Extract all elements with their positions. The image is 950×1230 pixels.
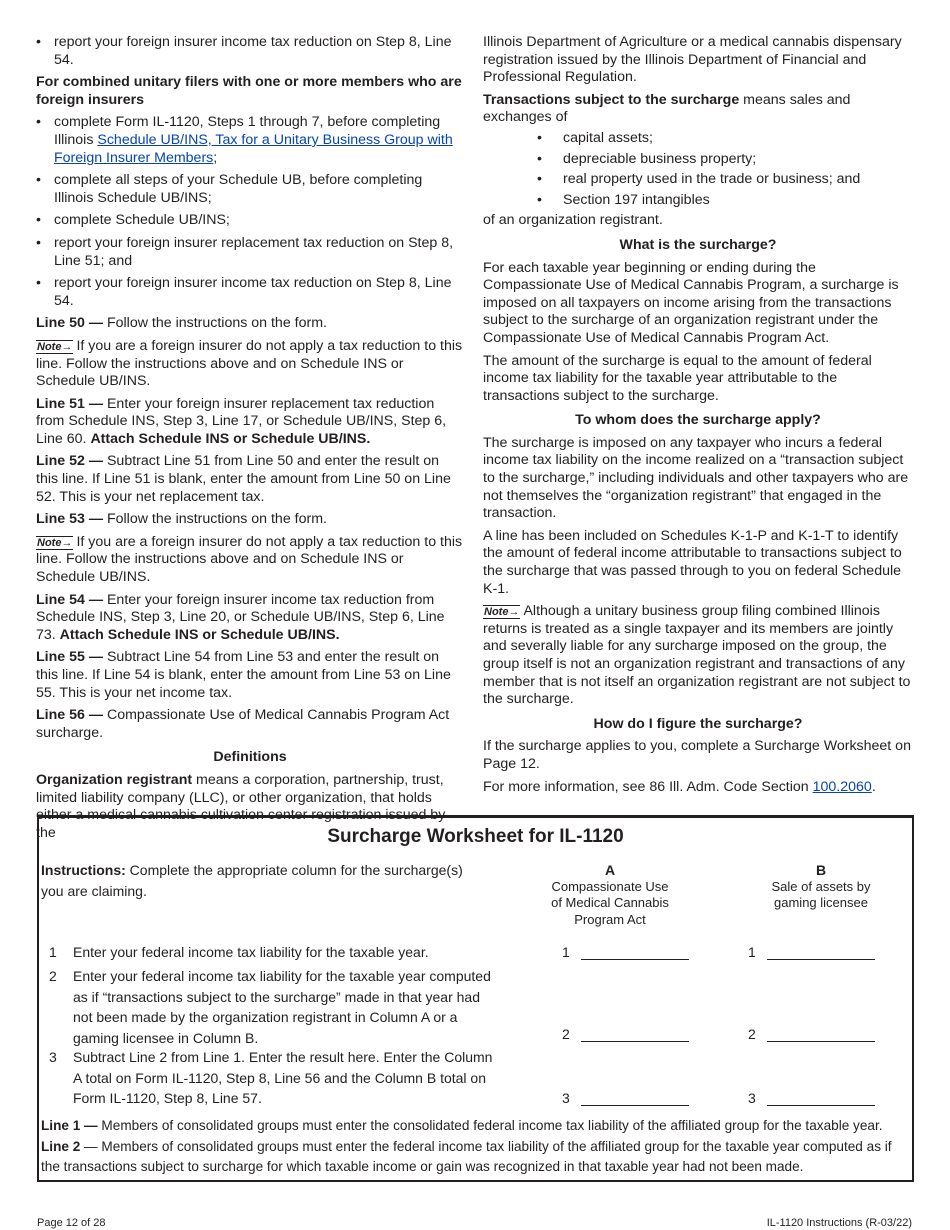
text-run: Line 56 — <box>36 707 104 724</box>
page-number: Page 12 of 28 <box>37 1217 106 1229</box>
section-heading <box>483 412 913 430</box>
text-run: To whom does the surcharge apply? <box>575 412 821 429</box>
text-run: Subtract Line 51 from Line 50 and enter the result on this line. If Line 51 is blank, enter the amount from Line 50 on Line 52. This is your net replacement tax. <box>36 453 451 505</box>
bullet-item <box>483 171 913 189</box>
paragraph <box>483 738 913 773</box>
text-run: of an organization registrant. <box>483 212 663 229</box>
line-a-number: 2 <box>562 1026 570 1042</box>
instructions-label: Instructions: <box>41 862 126 878</box>
line-a-number: 1 <box>562 944 570 960</box>
text-run: Attach Schedule INS or Schedule UB/INS. <box>59 626 340 643</box>
text-run: Follow the instructions on the form. <box>103 315 327 332</box>
note-paragraph <box>36 534 464 587</box>
paragraph <box>36 707 464 742</box>
text-run: Illinois Department of Agriculture or a medical cannabis dispensary registration issued by the Illinois Department of Financial and Professional Regulation. <box>483 34 902 86</box>
text-run: complete Schedule UB/INS; <box>54 212 230 229</box>
line-number: 1 <box>49 944 57 960</box>
line-number: 2 <box>49 968 57 984</box>
text-run: Enter your foreign insurer replacement tax reduction from Schedule INS, Step 3, Line 17, or Schedule UB/INS, Step 6, Line 60. <box>36 395 447 447</box>
line-2-column-a-field[interactable] <box>581 1026 689 1042</box>
section-heading <box>483 716 913 734</box>
bullet-item <box>36 34 464 69</box>
text-run: Enter your foreign insurer income tax reduction from Schedule INS, Step 3, Line 20, or Schedule UB/INS, Step 6, Line 73. <box>36 591 445 643</box>
paragraph <box>36 396 464 449</box>
bullet-item <box>36 114 464 167</box>
paragraph <box>36 511 464 529</box>
line-b-number: 1 <box>748 944 756 960</box>
paragraph <box>36 453 464 506</box>
section-heading <box>36 749 464 767</box>
worksheet-title: Surcharge Worksheet for IL-1120 <box>327 826 624 847</box>
text-run: Line 51 — <box>36 395 104 412</box>
bullet-item <box>483 192 913 210</box>
line-2-column-b-field[interactable] <box>767 1026 875 1042</box>
line-1-column-a-field[interactable] <box>581 944 689 960</box>
text-run: For combined unitary filers with one or more members who are foreign insurers <box>36 74 462 108</box>
line-number: 3 <box>49 1049 57 1065</box>
reference-link[interactable]: 100.2060 <box>812 778 872 795</box>
paragraph <box>483 779 913 797</box>
column-b-letter: B <box>815 862 827 878</box>
text-run: report your foreign insurer income tax reduction on Step 8, Line 54. <box>54 275 452 309</box>
right-column <box>483 34 913 801</box>
note-2-label: Line 2 <box>41 1138 81 1154</box>
text-run: For each taxable year beginning or ending during the Compassionate Use of Medical Cannabis Program, a surcharge is imposed on all taxpayers on income arising from the transactions subject to the surcharge of an organization registrant under the Compassionate Use of Medical Cannabis Program Act. <box>483 259 899 346</box>
text-run: capital assets; <box>563 129 653 146</box>
line-text: Subtract Line 2 from Line 1. Enter the result here. Enter the Column A total on Form IL-1120, Step 8, Line 56 and the Column B total on Form IL-1120, Step 8, Line 57. <box>73 1049 493 1106</box>
reference-link[interactable]: Schedule UB/INS, Tax for a Unitary Business Group with Foreign Insurer Members <box>54 131 453 166</box>
line-3-column-a-field[interactable] <box>581 1090 689 1106</box>
text-run: If the surcharge applies to you, complete a Surcharge Worksheet on Page 12. <box>483 738 911 772</box>
worksheet-instructions <box>41 860 481 901</box>
text-run: Line 52 — <box>36 453 104 470</box>
paragraph <box>483 92 913 127</box>
text-run: If you are a foreign insurer do not apply a tax reduction to this line. Follow the instructions above and on Schedule INS or Schedule UB/INS. <box>36 337 463 390</box>
note-paragraph <box>36 338 464 391</box>
note-1-text: Members of consolidated groups must enter the consolidated federal income tax liability of the affiliated group for the taxable year. <box>97 1118 883 1133</box>
text-run: report your foreign insurer replacement tax reduction on Step 8, Line 51; and <box>54 234 454 269</box>
bullet-item <box>36 275 464 310</box>
text-run: A line has been included on Schedules K-1-P and K-1-T to identify the amount of federal income attributable to transactions subject to the surcharge that was passed through to you on federal Schedule K-1. <box>483 527 902 597</box>
form-revision: IL-1120 Instructions (R-03/22) <box>766 1217 912 1229</box>
column-a-desc: Compassionate Use of Medical Cannabis Program Act <box>551 878 669 927</box>
column-b-desc: Sale of assets by gaming licensee <box>771 878 871 910</box>
text-run: complete Form IL-1120, Steps 1 through 7, before completing Illinois <box>54 114 441 148</box>
text-run: Although a unitary business group filing combined Illinois returns is treated as a single taxpayer and its members are jointly and severally liable for any surcharge imposed on the group, the group itself is not an organization registrant and transactions of any member that is not itself an organization registrant are not subject to the surcharge. <box>483 603 911 708</box>
paragraph <box>36 74 464 109</box>
surcharge-worksheet <box>37 815 914 1182</box>
bullet-item <box>483 130 913 148</box>
paragraph <box>483 353 913 406</box>
text-run: means sales and exchanges of <box>483 91 851 126</box>
text-run: Definitions <box>213 749 287 766</box>
note-paragraph <box>483 603 913 709</box>
text-run: Line 54 — <box>36 591 104 608</box>
paragraph <box>483 212 913 230</box>
bullet-item <box>36 235 464 270</box>
text-run: The surcharge is imposed on any taxpayer who incurs a federal income tax liability on the income realized on a “transaction subject to the surcharge,” including individuals and other taxpayers who are not themselves the “organization registrant” that engaged in the transaction. <box>483 434 909 522</box>
text-run: Transactions subject to the surcharge <box>483 91 740 108</box>
text-run: Compassionate Use of Medical Cannabis Program Act surcharge. <box>36 707 450 741</box>
line-3-column-b-field[interactable] <box>767 1090 875 1106</box>
text-run: Section 197 intangibles <box>563 191 710 208</box>
column-a-letter: A <box>604 862 616 878</box>
note-arrow-icon: Note→ <box>37 536 73 549</box>
line-a-number: 3 <box>562 1090 570 1106</box>
line-text: Enter your federal income tax liability for the taxable year computed as if “transactions subject to the surcharge” made in that year had not been made by the organization registrant in Column A or a gaming licensee in Column B. <box>73 968 491 1046</box>
text-run: How do I figure the surcharge? <box>593 715 803 732</box>
note-label: Note <box>37 536 62 549</box>
text-run: Line 53 — <box>36 511 104 528</box>
column-b-header <box>731 862 911 912</box>
line-b-number: 3 <box>748 1090 756 1106</box>
section-heading <box>483 237 913 255</box>
left-column <box>36 34 464 847</box>
paragraph <box>36 649 464 702</box>
paragraph <box>483 34 913 87</box>
text-run: means a corporation, partnership, trust, limited liability company (LLC), or other organization, that holds either a medical cannabis cultivation center registration issued by the <box>36 771 446 841</box>
text-run: depreciable business property; <box>563 150 757 167</box>
text-run: ; <box>213 149 218 166</box>
paragraph <box>483 260 913 348</box>
line-1-column-b-field[interactable] <box>767 944 875 960</box>
paragraph <box>36 315 464 333</box>
bullet-item <box>36 172 464 207</box>
line-b-number: 2 <box>748 1026 756 1042</box>
bullet-item <box>36 212 464 230</box>
paragraph <box>483 528 913 598</box>
text-run: Line 50 — <box>36 315 104 332</box>
text-run: Line 55 — <box>36 649 104 666</box>
text-run: Subtract Line 54 from Line 53 and enter the result on this line. If Line 54 is blank, enter the amount from Line 53 on Line 55. This is your net income tax. <box>36 649 451 701</box>
line-text: Enter your federal income tax liability for the taxable year. <box>73 944 429 960</box>
text-run: If you are a foreign insurer do not apply a tax reduction to this line. Follow the instructions above and on Schedule INS or Schedule UB/INS. <box>36 533 463 586</box>
worksheet-notes <box>41 1116 909 1178</box>
text-run: report your foreign insurer income tax reduction on Step 8, Line 54. <box>54 34 452 68</box>
text-run: real property used in the trade or business; and <box>563 171 861 188</box>
text-run: Attach Schedule INS or Schedule UB/INS. <box>90 430 371 447</box>
note-2-text: — Members of consolidated groups must enter the federal income tax liability of the affiliated group for the taxable year computed as if the transactions subject to surcharge for which taxable income or gain was recognized in that taxable year had not been made. <box>41 1138 892 1174</box>
column-a-header <box>520 862 700 928</box>
text-run: For more information, see 86 Ill. Adm. Code Section <box>483 778 813 795</box>
instructions-text: Complete the appropriate column for the surcharge(s) you are claiming. <box>41 862 463 899</box>
text-run: . <box>871 778 876 795</box>
text-run: complete all steps of your Schedule UB, before completing Illinois Schedule UB/INS; <box>54 172 423 206</box>
text-run: The amount of the surcharge is equal to the amount of federal income tax liability for the taxable year attributable to the transactions subject to the surcharge. <box>483 352 872 404</box>
note-label: Note <box>484 606 509 619</box>
note-arrow-icon: Note→ <box>484 606 520 619</box>
text-run: Follow the instructions on the form. <box>103 511 327 528</box>
paragraph <box>36 592 464 645</box>
note-arrow-icon: Note→ <box>37 340 73 353</box>
bullet-item <box>483 151 913 169</box>
note-label: Note <box>37 340 62 353</box>
note-1-label: Line 1 — <box>41 1118 98 1133</box>
text-run: Organization registrant <box>36 771 193 788</box>
text-run: What is the surcharge? <box>619 236 777 253</box>
paragraph <box>483 435 913 523</box>
